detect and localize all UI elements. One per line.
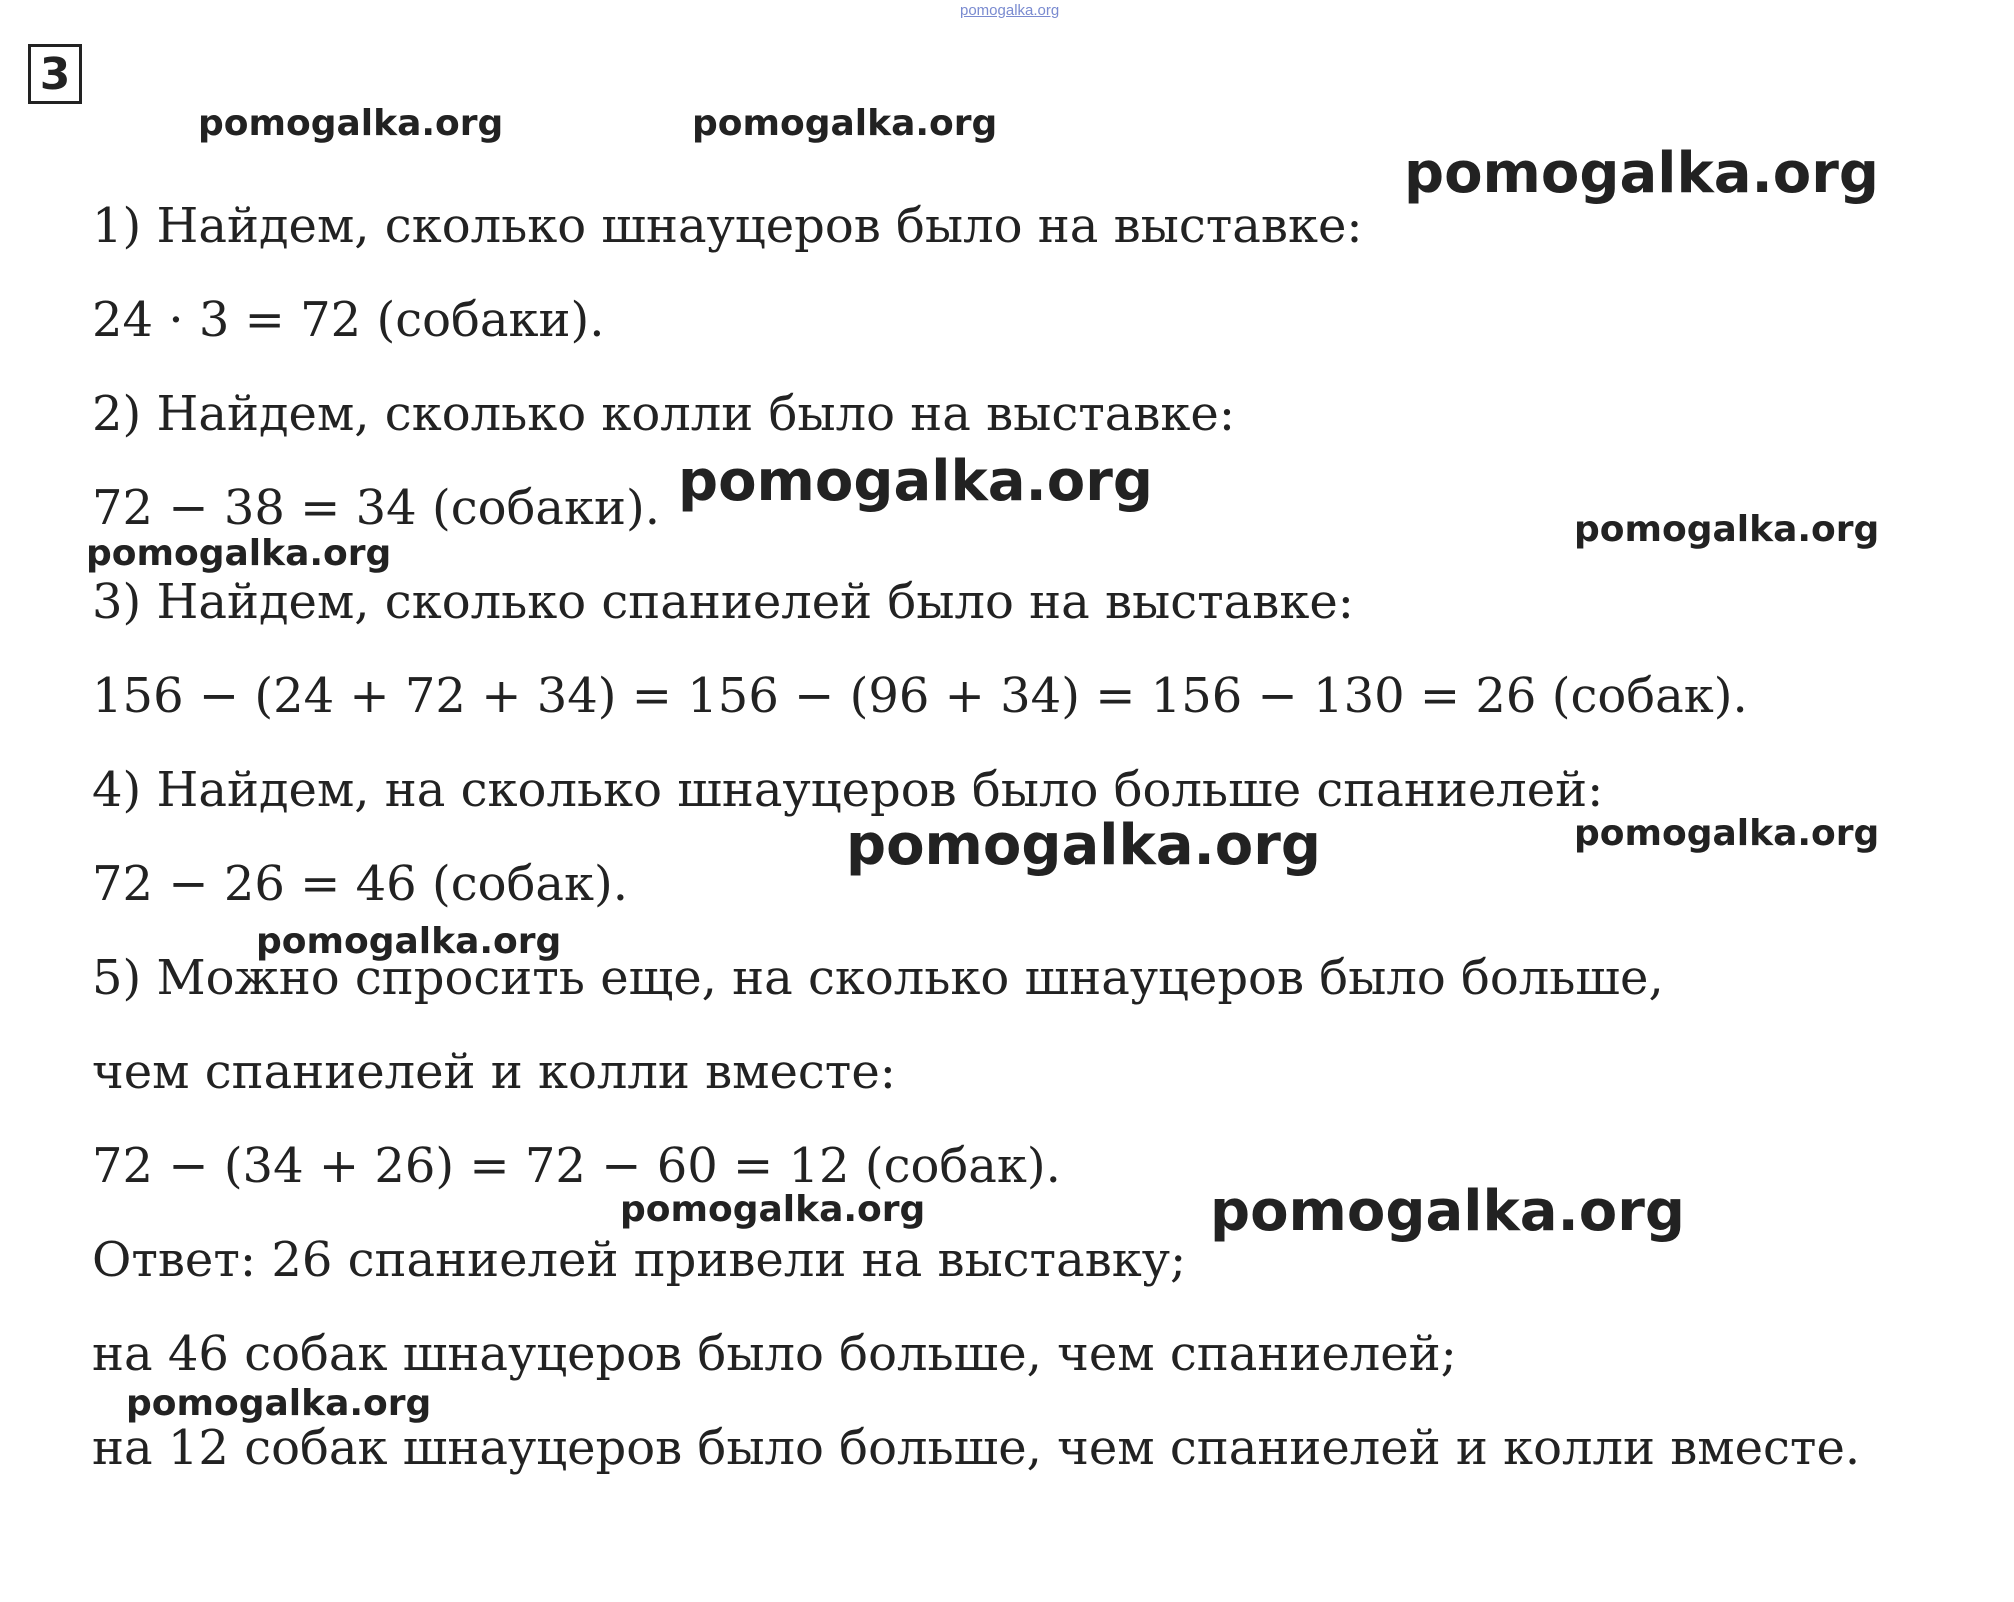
watermark: pomogalka.org — [620, 1189, 926, 1230]
solution-line-9: 5) Можно спросить еще, на сколько шнауцеров было больше, — [92, 950, 1664, 1006]
watermark: pomogalka.org — [198, 103, 504, 144]
watermark: pomogalka.org — [256, 921, 562, 962]
answer-line-1: Ответ: 26 спаниелей привели на выставку; — [92, 1232, 1187, 1288]
solution-line-5: 3) Найдем, сколько спаниелей было на выставке: — [92, 574, 1354, 630]
watermark: pomogalka.org — [86, 533, 392, 574]
watermark: pomogalka.org — [678, 449, 1153, 514]
task-number: 3 — [39, 48, 71, 100]
solution-line-7: 4) Найдем, на сколько шнауцеров было больше спаниелей: — [92, 762, 1604, 818]
watermark: pomogalka.org — [846, 813, 1321, 878]
solution-line-3: 2) Найдем, сколько колли было на выставке: — [92, 386, 1235, 442]
answer-line-2: на 46 собак шнауцеров было больше, чем спаниелей; — [92, 1326, 1457, 1382]
solution-line-11: 72 − (34 + 26) = 72 − 60 = 12 (собак). — [92, 1138, 1061, 1194]
task-number-box — [28, 44, 82, 104]
watermark: pomogalka.org — [1574, 813, 1880, 854]
top-watermark-link: pomogalka.org — [960, 2, 1060, 19]
watermark: pomogalka.org — [126, 1383, 432, 1424]
watermark: pomogalka.org — [1574, 509, 1880, 550]
solution-line-2: 24 · 3 = 72 (собаки). — [92, 292, 605, 348]
watermark: pomogalka.org — [1404, 141, 1879, 206]
solution-line-8: 72 − 26 = 46 (собак). — [92, 856, 628, 912]
solution-line-6: 156 − (24 + 72 + 34) = 156 − (96 + 34) = 156 − 130 = 26 (собак). — [92, 668, 1748, 724]
answer-line-3: на 12 собак шнауцеров было больше, чем спаниелей и колли вместе. — [92, 1420, 1861, 1476]
solution-line-1: 1) Найдем, сколько шнауцеров было на выставке: — [92, 198, 1363, 254]
watermark: pomogalka.org — [692, 103, 998, 144]
solution-line-4: 72 − 38 = 34 (собаки). — [92, 480, 660, 536]
solution-line-10: чем спаниелей и колли вместе: — [92, 1044, 896, 1100]
watermark: pomogalka.org — [1210, 1179, 1685, 1244]
